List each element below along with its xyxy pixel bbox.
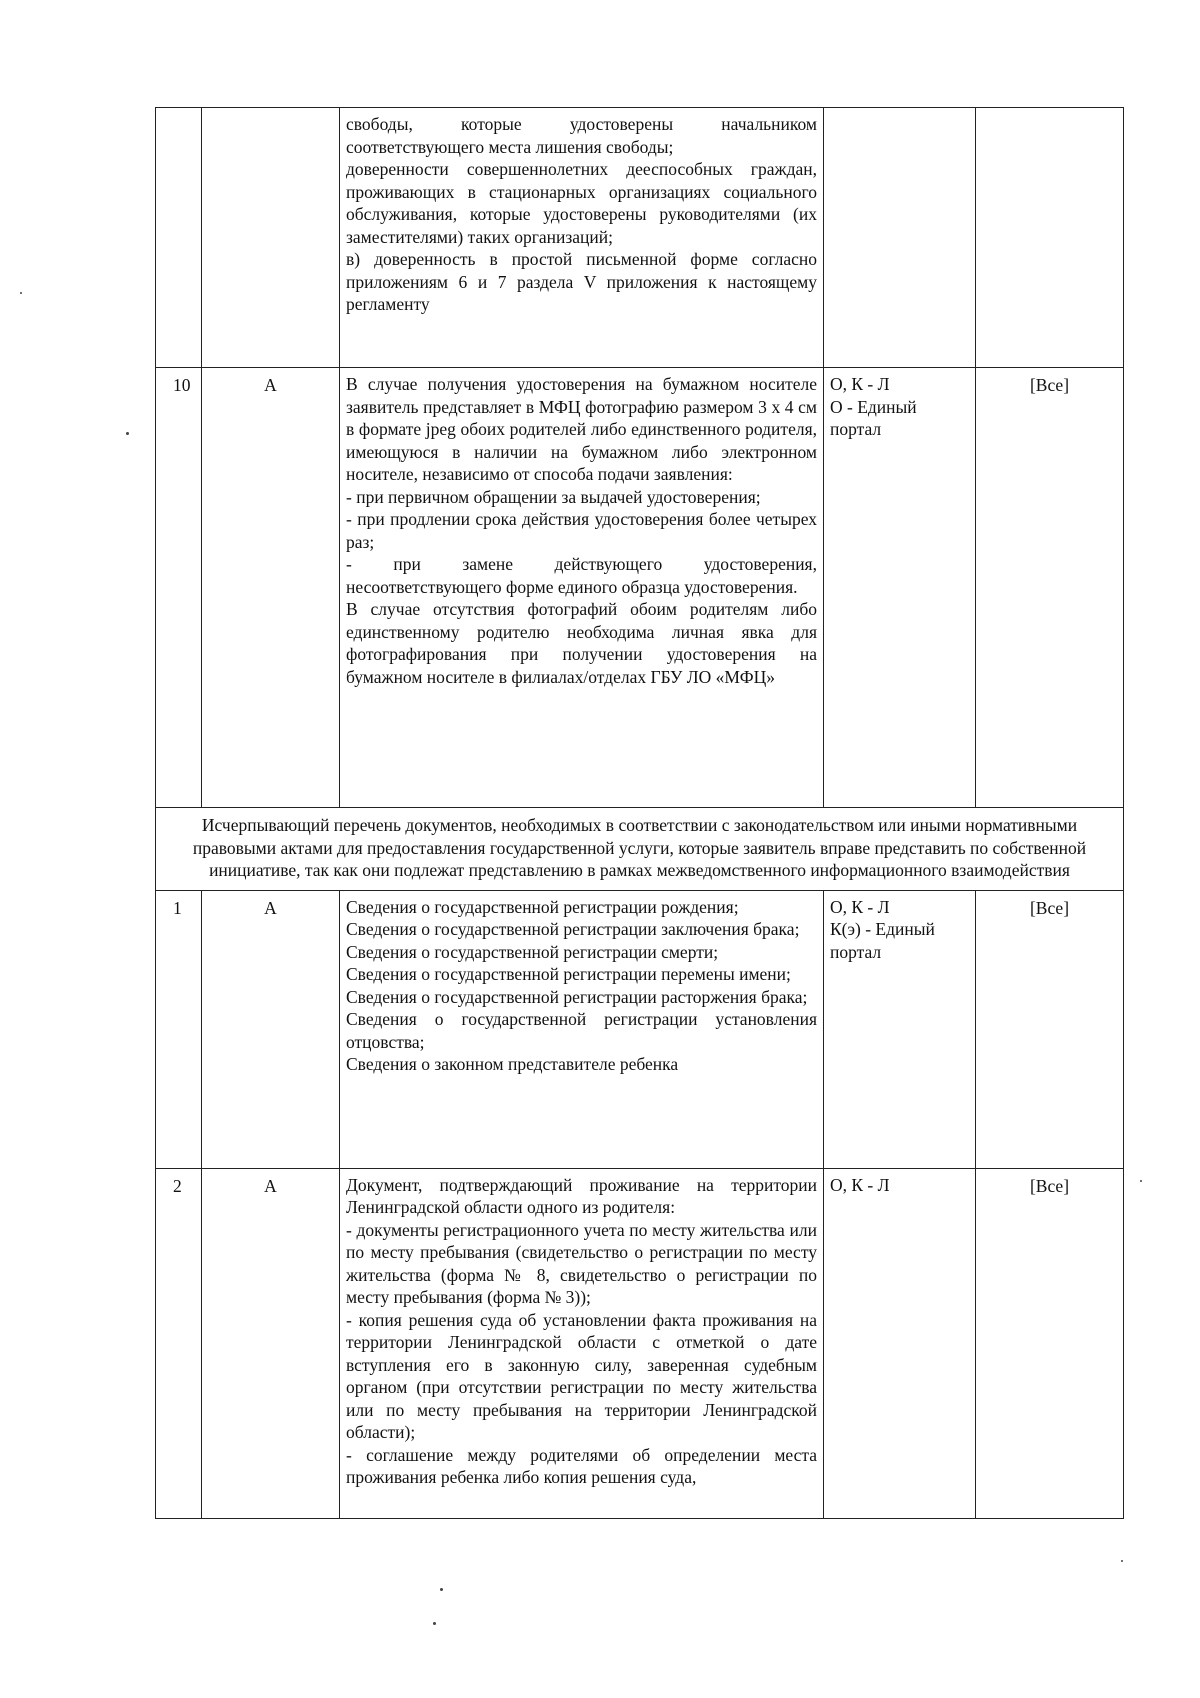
description-line: свободы, которые удостоверены начальником соответствующего места лишения свободы; [346,114,817,157]
scope-cell: [Все] [976,1168,1124,1518]
section-header-row [156,808,1124,891]
section-header: Исчерпывающий перечень документов, необходимых в соответствии с законодательством или иными нормативными правовыми актами для предоставления государственной услуги, которые заявитель вправе представить по собственной инициативе, так как они подлежат представлению в рамках межведомственного информационного взаимодействия [156,808,1124,891]
table-row [156,368,1124,808]
description-line: - при первичном обращении за выдачей удостоверения; [346,486,761,507]
submission-form-line: О - Единый портал [830,396,917,439]
description-line: - документы регистрационного учета по месту жительства или по месту пребывания (свидетельство о регистрации по месту жительства (форма № 8, свидетельство о регистрации по месту пребывания (форма № 3)); [346,1219,817,1307]
description-line: - копия решения суда об установлении факта проживания на территории Ленинградской области с отметкой о дате вступления его в законную силу, заверенная судебным органом (при отсутствии регистрации по месту жительства или по месту пребывания на территории Ленинградской области); [346,1309,817,1442]
table-row [156,1168,1124,1518]
submission-form-cell [824,890,976,1168]
description-line: Сведения о государственной регистрации установления отцовства; [346,1009,817,1052]
description-cell [340,368,824,808]
category-cell: А [202,1168,340,1518]
scan-speck [126,432,129,435]
scope-cell: [Все] [976,890,1124,1168]
table-row [156,890,1124,1168]
description-cell [340,1168,824,1518]
description-line: - соглашение между родителями об определении места проживания ребенка либо копия решения суда, [346,1444,817,1487]
submission-form-line: О, К - Л [830,1174,890,1195]
description-line: Документ, подтверждающий проживание на территории Ленинградской области одного из родителя: [346,1174,817,1217]
submission-form-cell [824,1168,976,1518]
description-line: Сведения о государственной регистрации перемены имени; [346,964,791,984]
description-line: Сведения о законном представителе ребенка [346,1054,679,1074]
scope-cell [976,108,1124,368]
description-line: доверенности совершеннолетних дееспособных граждан, проживающих в стационарных организациях социального обслуживания, которые удостоверены руководителями (их заместителями) таких организаций; [346,159,817,247]
submission-form-line: О, К - Л [830,896,890,917]
row-number-cell: 1 [156,890,202,1168]
scan-speck [1121,1560,1123,1562]
description-line: Сведения о государственной регистрации заключения брака; [346,919,800,939]
description-cell [340,108,824,368]
row-number-cell [156,108,202,368]
scan-speck [20,292,22,294]
table-row [156,108,1124,368]
submission-form-line: О, К - Л [830,374,890,394]
description-line: Сведения о государственной регистрации расторжения брака; [346,986,808,1007]
scope-cell: [Все] [976,368,1124,808]
description-line: - при продлении срока действия удостоверения более четырех раз; [346,509,817,552]
documents-table [155,107,1124,1519]
description-line: - при замене действующего удостоверения, несоответствующего форме единого образца удостоверения. [346,554,817,597]
description-line: в) доверенность в простой письменной форме согласно приложениям 6 и 7 раздела V приложения к настоящему регламенту [346,249,817,314]
submission-form-line: К(э) - Единый портал [830,919,935,962]
description-cell [340,890,824,1168]
description-line: Сведения о государственной регистрации смерти; [346,941,719,962]
scan-speck [433,1622,436,1625]
category-cell: А [202,368,340,808]
scan-speck [1140,1180,1142,1182]
scan-speck [440,1588,443,1591]
description-line: В случае получения удостоверения на бумажном носителе заявитель представляет в МФЦ фотографию размером 3 х 4 см в формате jpeg обоих родителей либо единственного родителя, имеющуюся в наличии на бумажном либо электронном носителе, независимо от способа подачи заявления: [346,374,817,484]
category-cell [202,108,340,368]
submission-form-cell [824,108,976,368]
row-number-cell: 10 [156,368,202,808]
description-line: В случае отсутствия фотографий обоим родителям либо единственному родителю необходима личная явка для фотографирования при получении удостоверения на бумажном носителе в филиалах/отделах ГБУ ЛО «МФЦ» [346,599,817,687]
description-line: Сведения о государственной регистрации рождения; [346,896,739,917]
row-number-cell: 2 [156,1168,202,1518]
category-cell: А [202,890,340,1168]
submission-form-cell [824,368,976,808]
